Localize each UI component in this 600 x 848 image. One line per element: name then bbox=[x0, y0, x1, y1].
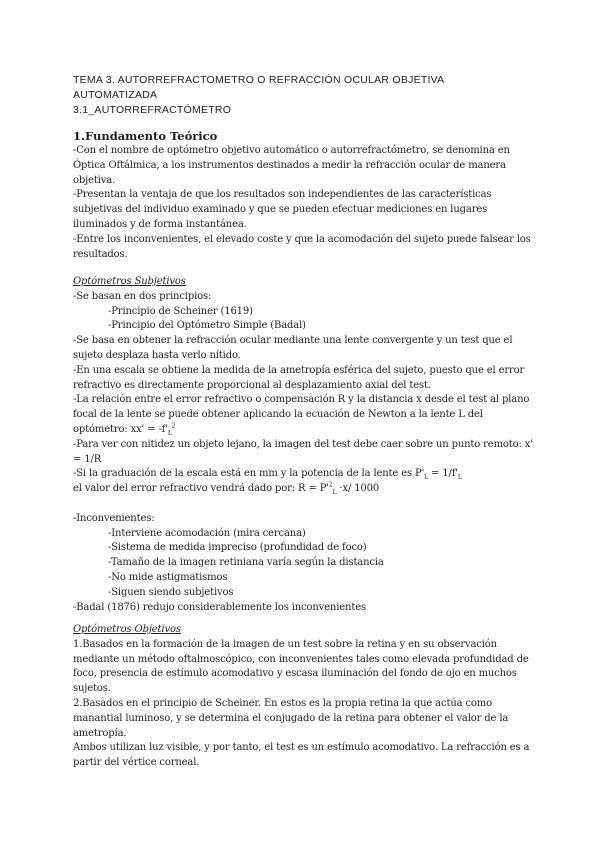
title-line-1: TEMA 3. AUTORREFRACTOMETRO O REFRACCIÓN OCULAR OBJETIVA bbox=[73, 74, 445, 86]
inconvenientes-label: -Inconvenientes: bbox=[73, 512, 155, 524]
spacer bbox=[73, 497, 535, 512]
inconveniente-item: -Sistema de medida impreciso (profundidad de foco) bbox=[108, 542, 367, 554]
objetivos-paragraph-2: 2.Basados en el principio de Scheiner. En estos es la propia retina la que actúa como manantial luminoso, y se determina el conjugado de la retina para obtener el valor de la ametropía. bbox=[73, 697, 509, 739]
refractive-error-text-b: ·x/ 1000 bbox=[336, 483, 380, 495]
principio-badal: -Principio del Optómetro Simple (Badal) bbox=[108, 320, 306, 332]
subjetivos-paragraph-4: -Para ver con nitidez un objeto lejano, la imagen del test debe caer sobre un punto remoto: x' = 1/R bbox=[73, 438, 533, 465]
objetivos-section bbox=[73, 623, 535, 771]
refractive-error-superscript: 2 bbox=[328, 481, 333, 489]
refractive-error-text-a: el valor del error refractivo vendrá dado por: R = P' bbox=[73, 483, 329, 495]
document-header bbox=[73, 73, 553, 118]
badal-note: -Badal (1876) redujo considerablemente los inconvenientes bbox=[73, 601, 366, 613]
subjetivos-paragraph-3 bbox=[73, 393, 535, 437]
inconveniente-item: -No mide astigmatismos bbox=[108, 571, 228, 583]
power-subscript-2: L bbox=[457, 474, 462, 482]
fundamento-section bbox=[73, 128, 535, 262]
section-title: 3.1_AUTORREFRACTÓMETRO bbox=[73, 104, 232, 116]
fundamento-paragraph-3: -Entre los inconvenientes, el elevado coste y que la acomodación del sujeto puede falsear los resultados. bbox=[73, 233, 531, 260]
power-text-b: = 1/f' bbox=[428, 468, 458, 480]
objetivos-paragraph-1: 1.Basados en la formación de la imagen de un test sobre la retina y en su observación mediante un método oftalmoscópico, con inconvenientes tales como elevada profundidad de foco, presencia de estímulo acomodativo y escasa iluminación del fondo de ojo en muchos sujetos. bbox=[73, 638, 529, 695]
subjetivos-paragraph-2: -En una escala se obtiene la medida de la ametropía esférica del sujeto, puesto que el error refractivo es directamente proporcional al desplazamiento axial del test. bbox=[73, 364, 525, 391]
subjetivos-paragraph-6 bbox=[73, 482, 535, 497]
inconveniente-item: -Siguen siendo subjetivos bbox=[108, 586, 234, 598]
subjetivos-section bbox=[73, 275, 535, 615]
newton-subscript: L bbox=[167, 429, 172, 437]
power-subscript-1: L bbox=[424, 474, 429, 482]
subjetivos-paragraph-1: -Se basa en obtener la refracción ocular mediante una lente convergente y un test que el sujeto desplaza hasta verlo nítido. bbox=[73, 335, 513, 361]
inconveniente-item: -Interviene acomodación (mira cercana) bbox=[108, 527, 306, 539]
subjetivos-paragraph-5 bbox=[73, 467, 535, 482]
fundamento-paragraph-2: -Presentan la ventaja de que los resultados son independientes de las características subjetivas del individuo examinado y que se pueden efectuar mediciones en lugares iluminados y de forma instantánea. bbox=[73, 189, 492, 230]
objetivos-heading: Optómetros Objetivos bbox=[73, 624, 181, 635]
title-line-2: AUTOMATIZADA bbox=[73, 89, 158, 101]
power-text-a: -Si la graduación de la escala está en mm y la potencia de la lente es P' bbox=[73, 468, 425, 480]
newton-equation-text: -La relación entre el error refractivo o compensación R y la distancia x desde el test al plano focal de la lente se puede obtener aplicando la ecuación de Newton a la lente L del optómetro: xx' = -f' bbox=[73, 394, 530, 435]
refractive-error-subscript: L bbox=[332, 489, 337, 497]
principio-scheiner: -Principio de Scheiner (1619) bbox=[108, 305, 253, 317]
objetivos-paragraph-3: Ambos utilizan luz visible, y por tanto, el test es un estímulo acomodativo. La refracción es a partir del vértice corneal. bbox=[73, 742, 530, 769]
fundamento-heading: 1.Fundamento Teórico bbox=[73, 129, 218, 143]
newton-superscript: 2 bbox=[171, 422, 176, 430]
subjetivos-intro: -Se basan en dos principios: bbox=[73, 290, 212, 302]
fundamento-paragraph-1: -Con el nombre de optómetro objetivo automático o autorrefractómetro, se denomina en Óptica Oftálmica, a los instrumentos destinados a medir la refracción ocular de manera objetiva. bbox=[73, 145, 510, 186]
subjetivos-heading: Optómetros Subjetivos bbox=[73, 276, 186, 287]
inconveniente-item: -Tamaño de la imagen retiniana varía según la distancia bbox=[108, 557, 384, 569]
